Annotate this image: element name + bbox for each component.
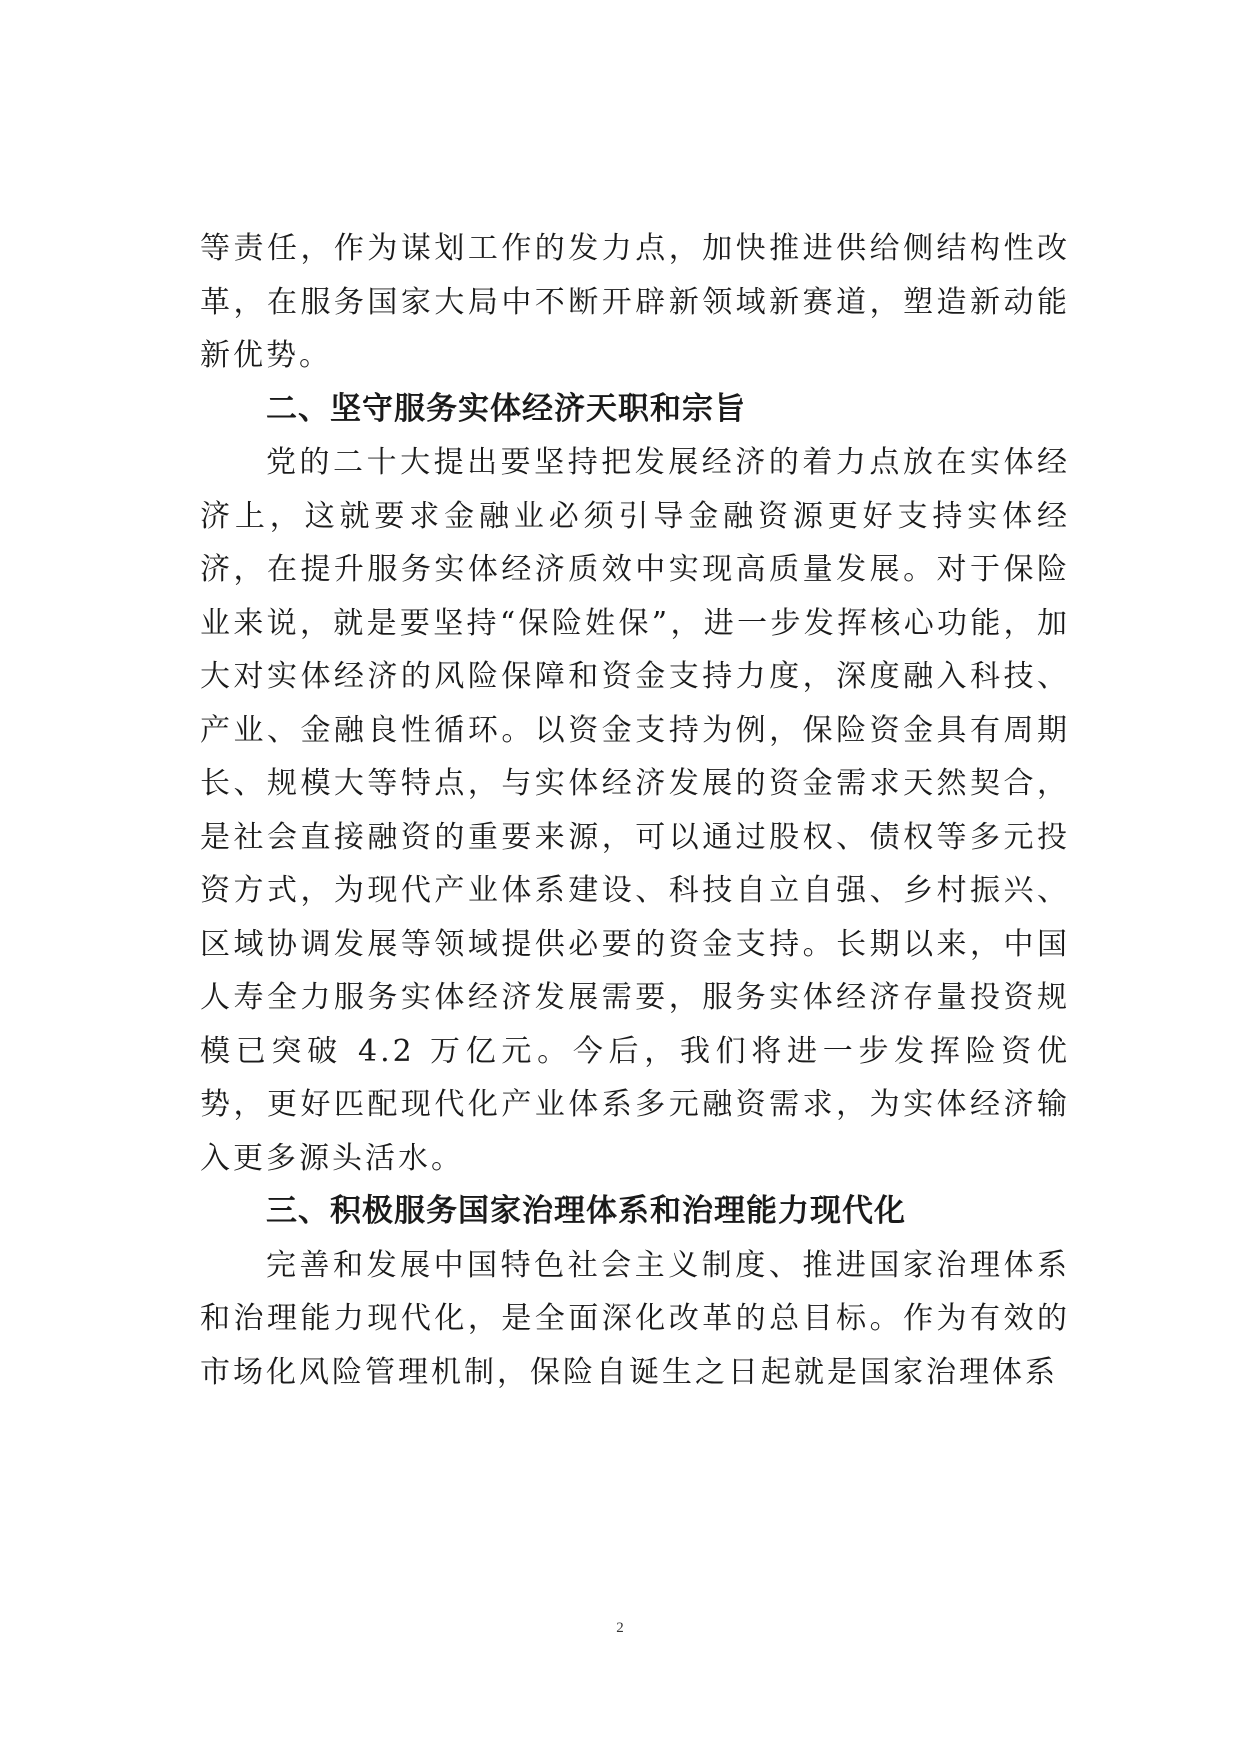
document-body bbox=[200, 222, 1070, 1399]
paragraph-section-2: 党的二十大提出要坚持把发展经济的着力点放在实体经济上，这就要求金融业必须引导金融资源更好支持实体经济，在提升服务实体经济质效中实现高质量发展。对于保险业来说，就是要坚持“保险姓保”，进一步发挥核心功能，加大对实体经济的风险保障和资金支持力度，深度融入科技、产业、金融良性循环。以资金支持为例，保险资金具有周期长、规模大等特点，与实体经济发展的资金需求天然契合，是社会直接融资的重要来源，可以通过股权、债权等多元投资方式，为现代产业体系建设、科技自立自强、乡村振兴、区域协调发展等领域提供必要的资金支持。长期以来，中国人寿全力服务实体经济发展需要，服务实体经济存量投资规模已突破 4.2 万亿元。今后，我们将进一步发挥险资优势，更好匹配现代化产业体系多元融资需求，为实体经济输入更多源头活水。 bbox=[200, 445, 1070, 1176]
section-heading-2: 二、坚守服务实体经济天职和宗旨 bbox=[266, 390, 746, 427]
section-heading-3: 三、积极服务国家治理体系和治理能力现代化 bbox=[266, 1193, 906, 1229]
paragraph-section-3: 完善和发展中国特色社会主义制度、推进国家治理体系和治理能力现代化，是全面深化改革的总目标。作为有效的市场化风险管理机制，保险自诞生之日起就是国家治理体系 bbox=[200, 1247, 1070, 1390]
page-number: 2 bbox=[616, 1620, 624, 1636]
paragraph-continued: 等责任，作为谋划工作的发力点，加快推进供给侧结构性改革，在服务国家大局中不断开辟新领域新赛道，塑造新动能新优势。 bbox=[200, 231, 1070, 373]
